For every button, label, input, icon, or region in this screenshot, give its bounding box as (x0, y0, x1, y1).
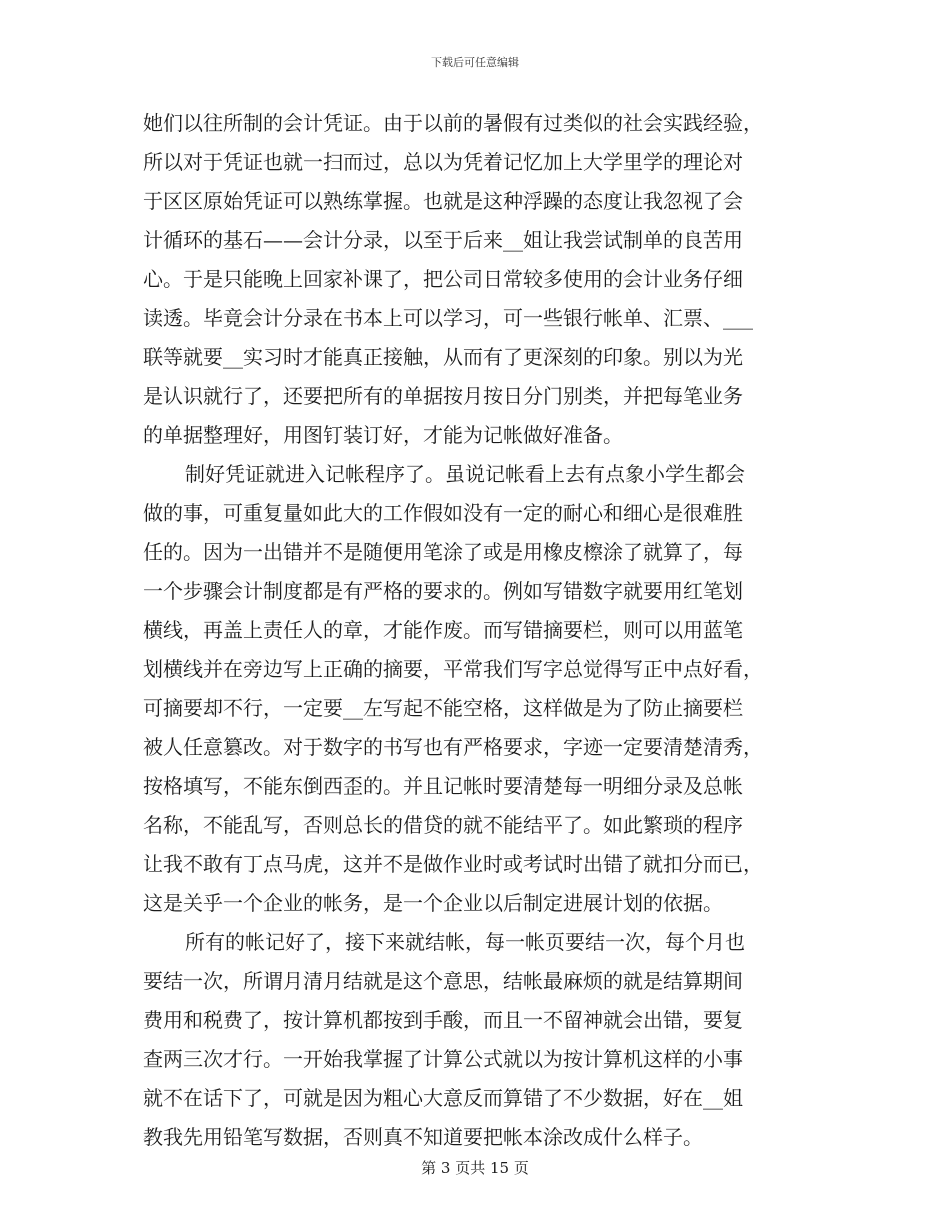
text-line: 于区区原始凭证可以熟练掌握。也就是这种浮躁的态度让我忽视了会 (143, 189, 743, 213)
text-line: 被人任意篡改。对于数字的书写也有严格要求，字迹一定要清楚清秀， (143, 735, 763, 759)
text-line: 所以对于凭证也就一扫而过，总以为凭着记忆加上大学里学的理论对 (143, 150, 743, 174)
text-line: 教我先用铅笔写数据，否则真不知道要把帐本涂改成什么样子。 (143, 1125, 703, 1149)
text-line: 就不在话下了，可就是因为粗心大意反而算错了不少数据，好在__姐 (143, 1086, 743, 1110)
text-line: 一个步骤会计制度都是有严格的要求的。例如写错数字就要用红笔划 (143, 579, 743, 603)
text-line: 按格填写，不能东倒西歪的。并且记帐时要清楚每一明细分录及总帐 (143, 774, 743, 798)
text-line: 读透。毕竟会计分录在书本上可以学习，可一些银行帐单、汇票、___ (143, 306, 753, 330)
page-header: 下载后可任意编辑 (431, 56, 519, 69)
text-line: 她们以往所制的会计凭证。由于以前的暑假有过类似的社会实践经验， (143, 111, 763, 135)
text-line: 所有的帐记好了，接下来就结帐，每一帐页要结一次，每个月也 (185, 930, 745, 954)
text-line: 联等就要__实习时才能真正接触，从而有了更深刻的印象。别以为光 (143, 345, 743, 369)
text-line: 任的。因为一出错并不是随便用笔涂了或是用橡皮檫涂了就算了，每 (143, 540, 743, 564)
paragraph-1 (143, 104, 807, 455)
text-line: 计循环的基石——会计分录，以至于后来__姐让我尝试制单的良苦用 (143, 228, 743, 252)
text-line: 查两三次才行。一开始我掌握了计算公式就以为按计算机这样的小事 (143, 1047, 743, 1071)
text-line: 名称，不能乱写，否则总长的借贷的就不能结平了。如此繁琐的程序 (143, 813, 743, 837)
text-line: 制好凭证就进入记帐程序了。虽说记帐看上去有点象小学生都会 (185, 462, 745, 486)
text-line: 的单据整理好，用图钉装订好，才能为记帐做好准备。 (143, 423, 623, 447)
document-body (143, 104, 807, 1157)
text-line: 是认识就行了，还要把所有的单据按月按日分门别类，并把每笔业务 (143, 384, 743, 408)
text-line: 这是关乎一个企业的帐务，是一个企业以后制定进展计划的依据。 (143, 891, 723, 915)
text-line: 做的事，可重复量如此大的工作假如没有一定的耐心和细心是很难胜 (143, 501, 743, 525)
text-line: 可摘要却不行，一定要__左写起不能空格，这样做是为了防止摘要栏 (143, 696, 743, 720)
paragraph-2 (143, 455, 807, 923)
paragraph-3 (143, 923, 807, 1157)
text-line: 要结一次，所谓月清月结就是这个意思，结帐最麻烦的就是结算期间 (143, 969, 743, 993)
text-line: 让我不敢有丁点马虎，这并不是做作业时或考试时出错了就扣分而已， (143, 852, 763, 876)
text-line: 横线，再盖上责任人的章，才能作废。而写错摘要栏，则可以用蓝笔 (143, 618, 743, 642)
page-number: 第 3 页共 15 页 (421, 1159, 529, 1177)
text-line: 划横线并在旁边写上正确的摘要，平常我们写字总觉得写正中点好看， (143, 657, 763, 681)
text-line: 费用和税费了，按计算机都按到手酸，而且一不留神就会出错，要复 (143, 1008, 743, 1032)
text-line: 心。于是只能晚上回家补课了，把公司日常较多使用的会计业务仔细 (143, 267, 743, 291)
